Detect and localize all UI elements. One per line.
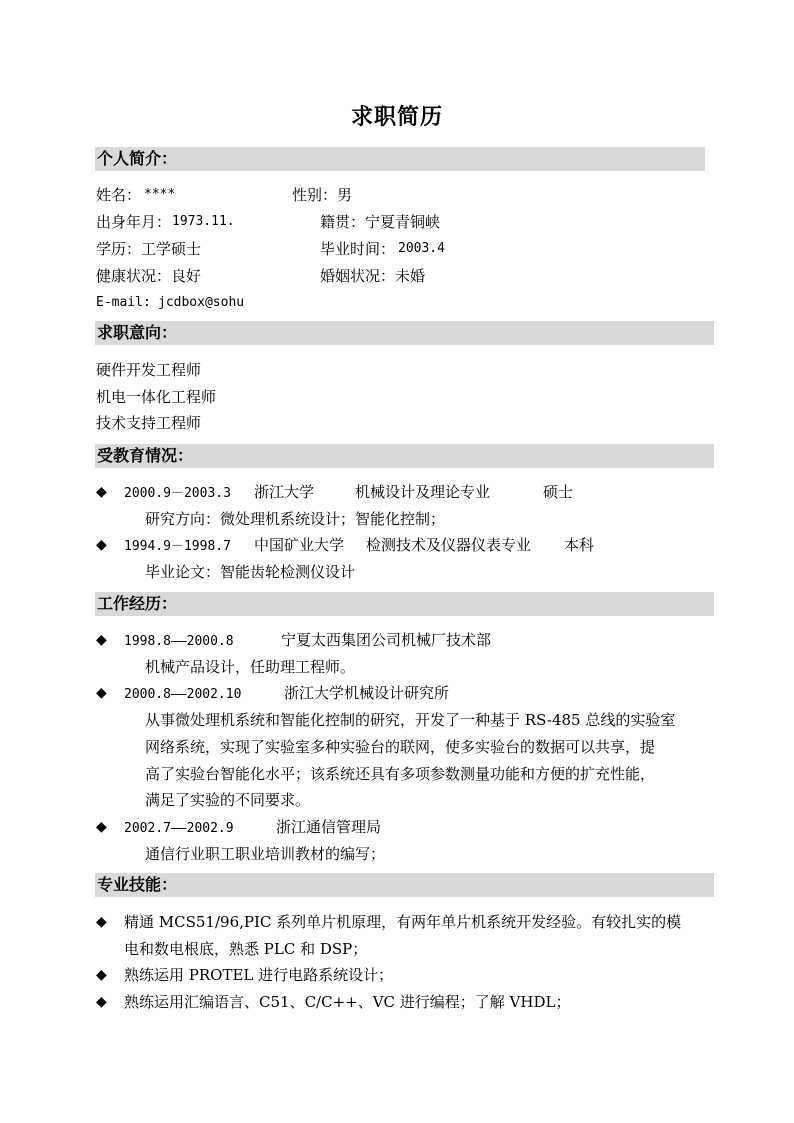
work-detail: 从事微处理机系统和智能化控制的研究，开发了一种基于 RS-485 总线的实验室 — [145, 711, 676, 729]
health-status: 健康状况：良好 — [96, 267, 202, 285]
work-row — [124, 817, 381, 839]
birth-value: 1973.11. — [172, 214, 235, 229]
bullet-icon: ◆ — [96, 994, 107, 1010]
bullet-icon: ◆ — [96, 484, 107, 500]
grad-label: 毕业时间： — [320, 240, 396, 258]
work-row — [124, 683, 449, 705]
work-period: 1998.8——2000.8 — [124, 634, 234, 649]
section-header-intent: 求职意向： — [95, 321, 714, 345]
name-label: 姓名： — [96, 186, 142, 204]
bullet-icon: ◆ — [96, 632, 107, 648]
skill-item: 熟练运用汇编语言、C51、C/C++、VC 进行编程；了解 VHDL； — [124, 993, 571, 1011]
education-row — [124, 535, 594, 557]
education-level: 硕士 — [543, 483, 574, 501]
skill-item-continued: 电和数电根底，熟悉 PLC 和 DSP； — [124, 940, 368, 958]
education-school: 浙江大学 — [254, 483, 315, 501]
education-school: 中国矿业大学 — [254, 536, 345, 554]
marital-status: 婚姻状况：未婚 — [320, 267, 426, 285]
skill-item: 精通 MCS51/96,PIC 系列单片机原理，有两年单片机系统开发经验。有较扎实的模 — [124, 913, 682, 931]
native-place: 籍贯：宁夏青铜峡 — [320, 213, 441, 231]
section-header-profile: 个人简介： — [95, 147, 705, 171]
bullet-icon: ◆ — [96, 967, 107, 983]
bullet-icon: ◆ — [96, 819, 107, 835]
work-org: 浙江通信管理局 — [276, 818, 382, 836]
section-header-skills: 专业技能： — [95, 873, 714, 897]
page-title: 求职简历 — [350, 104, 443, 130]
section-header-work: 工作经历： — [95, 592, 714, 616]
email-value: jcdbox@sohu — [158, 295, 245, 310]
work-row — [124, 630, 491, 652]
skill-item: 熟练运用 PROTEL 进行电路系统设计； — [124, 966, 394, 984]
bullet-icon: ◆ — [96, 685, 107, 701]
education-period: 1994.9－1998.7 — [124, 539, 231, 554]
gender: 性别：男 — [292, 186, 353, 204]
work-org: 浙江大学机械设计研究所 — [284, 684, 450, 702]
bullet-icon: ◆ — [96, 914, 107, 930]
education-detail: 毕业论文：智能齿轮检测仪设计 — [145, 563, 356, 581]
work-period: 2002.7——2002.9 — [124, 821, 234, 836]
intent-item: 硬件开发工程师 — [96, 361, 202, 379]
intent-item: 技术支持工程师 — [96, 414, 202, 432]
education-period: 2000.9－2003.3 — [124, 486, 231, 501]
degree: 学历：工学硕士 — [96, 240, 202, 258]
bullet-icon: ◆ — [96, 537, 107, 553]
name-value: **** — [144, 187, 176, 202]
work-detail: 网络系统，实现了实验室多种实验台的联网，使多实验台的数据可以共享，提 — [145, 738, 656, 756]
email-label: E-mail: — [96, 295, 151, 310]
education-major: 检测技术及仪器仪表专业 — [366, 536, 532, 554]
education-level: 本科 — [564, 536, 595, 554]
work-period: 2000.8——2002.10 — [124, 687, 242, 702]
grad-value: 2003.4 — [398, 241, 445, 256]
work-detail: 满足了实验的不同要求。 — [145, 791, 311, 809]
education-row — [124, 482, 573, 504]
education-detail: 研究方向：微处理机系统设计；智能化控制； — [145, 510, 446, 528]
work-org: 宁夏太西集团公司机械厂技术部 — [281, 631, 492, 649]
work-detail: 高了实验台智能化水平；该系统还具有多项参数测量功能和方便的扩充性能， — [145, 765, 656, 783]
education-major: 机械设计及理论专业 — [355, 483, 491, 501]
intent-item: 机电一体化工程师 — [96, 388, 217, 406]
birth-label: 出身年月： — [96, 213, 172, 231]
section-header-education: 受教育情况： — [95, 444, 714, 468]
work-detail: 通信行业职工职业培训教材的编写； — [145, 845, 386, 863]
work-detail: 机械产品设计，任助理工程师。 — [145, 658, 356, 676]
